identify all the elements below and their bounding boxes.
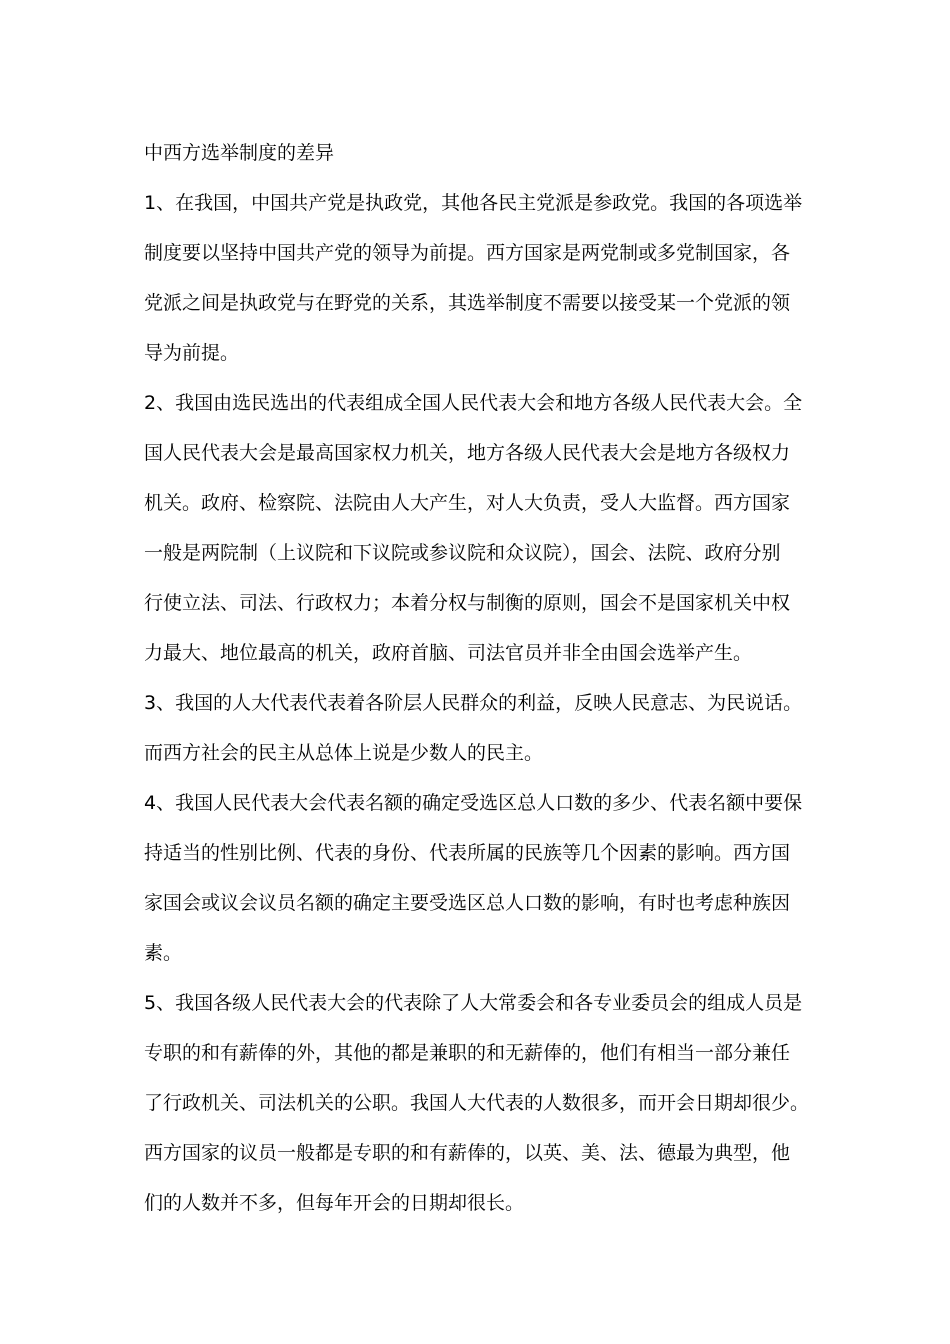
- paragraph-line: 导为前提。: [144, 342, 240, 364]
- paragraph-line: 4、我国人民代表大会代表名额的确定受选区总人口数的多少、代表名额中要保: [144, 792, 803, 814]
- paragraph-line: 专职的和有薪俸的外，其他的都是兼职的和无薪俸的，他们有相当一部分兼任: [144, 1042, 791, 1064]
- paragraph-5: [144, 978, 812, 1228]
- paragraph-line: 西方国家的议员一般都是专职的和有薪俸的，以英、美、法、德最为典型，他: [144, 1142, 791, 1164]
- paragraph-line: 行使立法、司法、行政权力；本着分权与制衡的原则，国会不是国家机关中权: [144, 592, 791, 614]
- paragraph-line: 力最大、地位最高的机关，政府首脑、司法官员并非全由国会选举产生。: [144, 642, 753, 664]
- paragraph-line: 5、我国各级人民代表大会的代表除了人大常委会和各专业委员会的组成人员是: [144, 992, 803, 1014]
- paragraph-line: 家国会或议会议员名额的确定主要受选区总人口数的影响，有时也考虑种族因: [144, 892, 791, 914]
- paragraph-2: [144, 378, 812, 678]
- paragraph-line: 2、我国由选民选出的代表组成全国人民代表大会和地方各级人民代表大会。全: [144, 392, 803, 414]
- paragraph-3: [144, 678, 812, 778]
- paragraph-line: 持适当的性别比例、代表的身份、代表所属的民族等几个因素的影响。西方国: [144, 842, 791, 864]
- paragraph-line: 一般是两院制（上议院和下议院或参议院和众议院），国会、法院、政府分别: [144, 542, 781, 564]
- document-body: [144, 128, 812, 1228]
- paragraph-line: 党派之间是执政党与在野党的关系，其选举制度不需要以接受某一个党派的领: [144, 292, 791, 314]
- paragraph-line: 3、我国的人大代表代表着各阶层人民群众的利益，反映人民意志、为民说话。: [144, 692, 803, 714]
- paragraph-line: 了行政机关、司法机关的公职。我国人大代表的人数很多，而开会日期却很少。: [144, 1092, 810, 1114]
- paragraph-4: [144, 778, 812, 978]
- paragraph-line: 制度要以坚持中国共产党的领导为前提。西方国家是两党制或多党制国家，各: [144, 242, 791, 264]
- paragraph-line: 而西方社会的民主从总体上说是少数人的民主。: [144, 742, 544, 764]
- paragraph-line: 机关。政府、检察院、法院由人大产生，对人大负责，受人大监督。西方国家: [144, 492, 791, 514]
- paragraph-line: 国人民代表大会是最高国家权力机关，地方各级人民代表大会是地方各级权力: [144, 442, 791, 464]
- paragraph-line: 1、在我国，中国共产党是执政党，其他各民主党派是参政党。我国的各项选举: [144, 192, 803, 214]
- paragraph-line: 素。: [144, 942, 183, 964]
- paragraph-1: [144, 178, 812, 378]
- paragraph-line: 们的人数并不多，但每年开会的日期却很长。: [144, 1192, 525, 1214]
- document-title: 中西方选举制度的差异: [144, 142, 335, 164]
